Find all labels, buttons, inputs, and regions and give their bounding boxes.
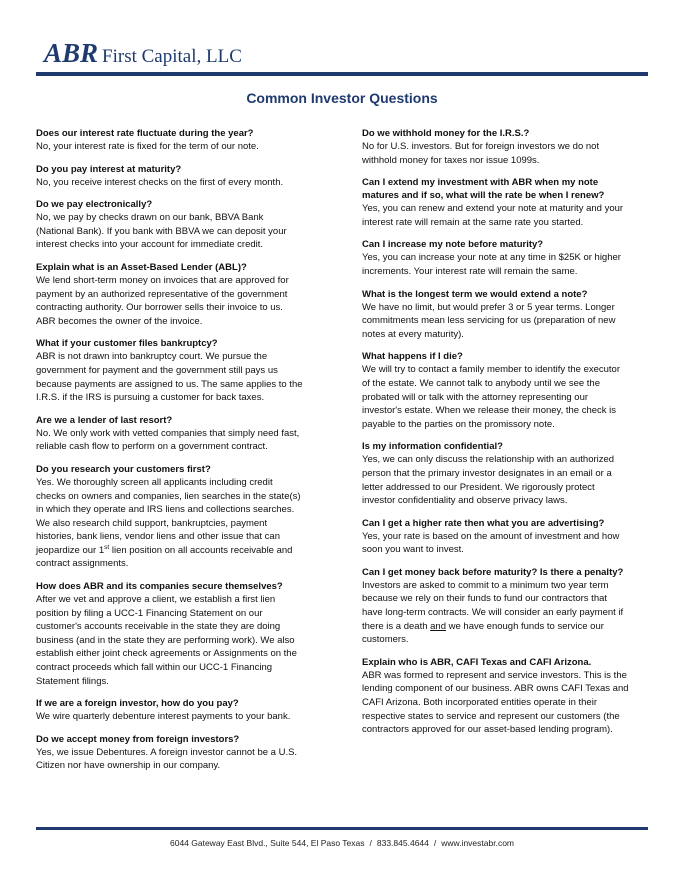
question: Can I increase my note before maturity? <box>362 239 544 251</box>
answer: We lend short-term money on invoices that are approved for payment by an authorized representative of the government contracting authority. Our borrower sells their invoice to us. ABR becomes the owner of the invoice. <box>36 274 289 327</box>
question: What happens if I die? <box>362 351 463 363</box>
answer: Yes, we issue Debentures. A foreign investor cannot be a U.S. Citizen nor have ownership in our company. <box>36 746 298 772</box>
qa-item <box>36 463 304 571</box>
answer: No, you receive interest checks on the first of every month. <box>36 176 284 188</box>
qa-item <box>362 350 630 431</box>
question: What is the longest term we would extend a note? <box>362 288 588 300</box>
company-logo <box>44 38 242 74</box>
question: Explain what is an Asset-Based Lender (ABL)? <box>36 261 247 273</box>
answer: Yes, we can only discuss the relationship with an authorized person that the primary investor designates in an email or a letter addressed to our President. We rigorously protect investor confidentiality and observe privacy laws. <box>362 454 615 507</box>
footer-website: www.investabr.com <box>441 838 514 848</box>
answer-text: lien position on all accounts receivable and contract assignments. <box>36 544 293 570</box>
footer-contact <box>0 838 684 848</box>
footer-phone: 833.845.4644 <box>376 838 429 848</box>
qa-item <box>36 580 304 688</box>
answer: ABR is not drawn into bankruptcy court. We pursue the government for payment and the government still pays us because payments are assigned to us. The same applies to the I.R.S. if the IRS is pursuing a customer for back taxes. <box>36 351 303 404</box>
question: Is my information confidential? <box>362 441 503 453</box>
answer: No, we pay by checks drawn on our bank, BBVA Bank (National Bank). If you bank with BBVA we can deposit your interest checks into your account for immediate credit. <box>36 212 287 251</box>
answer: No. We only work with vetted companies that simply need fast, reliable cash flow to perform on a government contract. <box>36 427 300 453</box>
qa-item <box>36 733 304 773</box>
question: What if your customer files bankruptcy? <box>36 338 218 350</box>
question: Do we accept money from foreign investors? <box>36 733 240 745</box>
answer-text: we have enough funds to service our customers. <box>362 620 604 646</box>
qa-item <box>362 517 630 557</box>
question: Explain who is ABR, CAFI Texas and CAFI Arizona. <box>362 656 592 668</box>
qa-item <box>362 176 630 229</box>
question: Can I get money back before maturity? Is there a penalty? <box>362 566 624 578</box>
answer <box>36 476 304 571</box>
question: How does ABR and its companies secure themselves? <box>36 581 283 593</box>
question: Does our interest rate fluctuate during the year? <box>36 128 254 139</box>
qa-item <box>36 261 304 328</box>
qa-item <box>362 238 630 278</box>
answer: We will try to contact a family member to identify the executor of the estate. We cannot talk to anybody until we see the probated will or talk with the attorney representing our investor's estate. When we release their money, the check is payable to the parties on the promissory note. <box>362 364 621 430</box>
qa-item <box>36 127 304 154</box>
right-column <box>362 127 630 746</box>
question: If we are a foreign investor, how do you pay? <box>36 698 239 710</box>
answer: Yes, your rate is based on the amount of investment and how soon you want to invest. <box>362 530 620 556</box>
qa-item <box>36 414 304 454</box>
footer-address: 6044 Gateway East Blvd., Suite 544, El Paso Texas <box>169 838 365 848</box>
qa-item <box>362 288 630 342</box>
left-column <box>36 127 304 782</box>
qa-item <box>36 697 304 724</box>
question: Can I get a higher rate then what you are advertising? <box>362 517 605 529</box>
qa-item <box>36 198 304 252</box>
qa-item <box>362 656 630 737</box>
answer: We have no limit, but would prefer 3 or 5 year terms. Longer commitments mean less servicing for us (preparation of new notes at every maturity). <box>362 301 616 340</box>
qa-item <box>362 127 630 167</box>
answer: ABR was formed to represent and service investors. This is the lending component of our business. ABR owns CAFI Texas and CAFI Arizona. Both incorporated entities operate in their respective states to service and represent our customers (the contractors approved for our asset-based lending program). <box>362 669 629 736</box>
footer-separator: / <box>433 838 437 848</box>
question: Do you research your customers first? <box>36 463 211 475</box>
answer: Yes, you can renew and extend your note at maturity and your interest rate will remain at the same rate you started. <box>362 203 624 228</box>
question: Do you pay interest at maturity? <box>36 163 182 175</box>
answer: After we vet and approve a client, we establish a first lien position by filing a UCC-1 Financing Statement on our customer's accounts receivable in the state they are doing business (and in the state they are performing work). We also establish either joint check agreements or Assignments on the contract proceeds which fall within our UCC-1 Financing Statement filings. <box>36 594 297 687</box>
answer-text: Investors are asked to commit to a minimum two year term because we rely on their funds to fund our contractors that have long-term contracts. We will consider an early payment if there is a death <box>362 579 624 632</box>
logo-abr-text: ABR <box>44 38 99 68</box>
qa-item <box>36 163 304 190</box>
answer: We wire quarterly debenture interest payments to your bank. <box>36 711 291 723</box>
footer-divider <box>36 827 648 830</box>
underlined-word: and <box>430 620 446 632</box>
answer: Yes, you can increase your note at any time in $25K or higher increments. Your interest rate will remain the same. <box>362 252 621 277</box>
answer-text: Yes. We thoroughly screen all applicants including credit checks on owners and companies, lien searches in the state(s) in which they operate and IRS liens and collections searches. We also research child support, bankruptcies, payment histories, bank liens, vendor liens and other issue that can jeopardize our 1 <box>36 476 301 556</box>
question: Are we a lender of last resort? <box>36 414 173 426</box>
question: Do we withhold money for the I.R.S.? <box>362 128 530 139</box>
qa-item <box>362 440 630 507</box>
logo-company-name: First Capital, LLC <box>102 46 242 67</box>
header-divider <box>36 72 648 76</box>
footer-separator: / <box>369 838 372 848</box>
answer: No for U.S. investors. But for foreign investors we do not withhold money for taxes nor issue 1099s. <box>362 141 600 166</box>
qa-item <box>362 566 630 647</box>
question: Do we pay electronically? <box>36 199 153 211</box>
qa-item <box>36 337 304 404</box>
question: Can I extend my investment with ABR when my note matures and if so, what will the rate be when I renew? <box>362 177 605 202</box>
page-title: Common Investor Questions <box>246 90 438 106</box>
answer: No, your interest rate is fixed for the term of our note. <box>36 141 259 152</box>
ordinal-suffix: st <box>104 543 110 551</box>
answer <box>362 579 630 647</box>
